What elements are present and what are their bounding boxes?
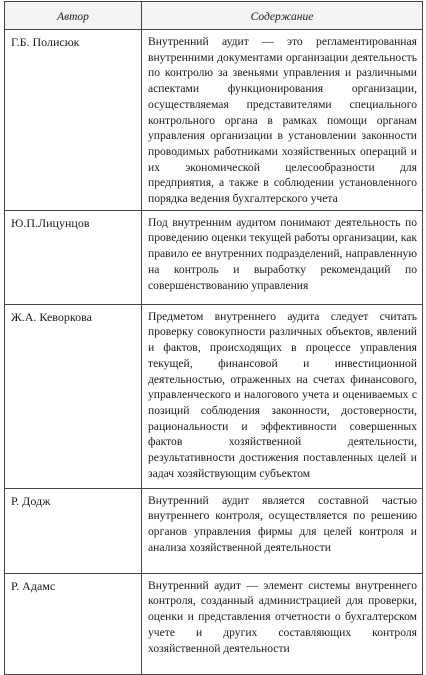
- author-cell: Р. Додж: [5, 488, 142, 573]
- content-cell: Предметом внутреннего аудита следует считать проверку совокупности различных объектов, явлений и фактов, происходящих в процессе управления текущей, финансовой и инвестиционной деятельностью, отраженных на счетах финансового, управленческого и налогового учета и оцениваемых с позиций соблюдения законности, достоверности, рациональности и эффективности совершенных фактов хозяйственной деятельности, результативности достижения поставленных целей и задач хозяйствующим субъектом: [142, 304, 423, 488]
- content-cell: Под внутренним аудитом понимают деятельность по проведению оценки текущей работы организации, как правило ее внутренних подразделений, направленную на контроль и выработку рекомендаций по совершенствованию управления: [142, 210, 423, 304]
- table-row: [5, 304, 423, 488]
- header-content: Содержание: [142, 2, 423, 30]
- table-row: [5, 210, 423, 304]
- content-cell: Внутренний аудит является составной частью внутреннего контроля, осуществляется по решению органов управления фирмы для целей контроля и анализа хозяйственной деятельности: [142, 488, 423, 573]
- table-row: [5, 30, 423, 211]
- header-author: Автор: [5, 2, 142, 30]
- content-cell: Внутренний аудит — элемент системы внутреннего контроля, созданный администрацией для проверки, оценки и представления отчетности о бухгалтерском учете и других составляющих контроля хозяйственной деятельности: [142, 573, 423, 674]
- definitions-table: [4, 1, 423, 675]
- content-cell: Внутренний аудит — это регламентированная внутренними документами организации деятельность по контролю за звеньями управления и различными аспектами функционирования организации, осуществляемая представителями специального контрольного органа в рамках помощи органам управления организации в установлении законности проводимых работниками хозяйственных операций и их экономической целесообразности для предприятия, а также в соблюдении установленного порядка ведения бухгалтерского учета: [142, 30, 423, 211]
- table-header-row: [5, 2, 423, 30]
- table-row: [5, 573, 423, 674]
- author-cell: Ж.А. Кеворкова: [5, 304, 142, 488]
- table-row: [5, 488, 423, 573]
- author-cell: Р. Адамс: [5, 573, 142, 674]
- author-cell: Ю.П.Лицунцов: [5, 210, 142, 304]
- author-cell: Г.Б. Полисюк: [5, 30, 142, 211]
